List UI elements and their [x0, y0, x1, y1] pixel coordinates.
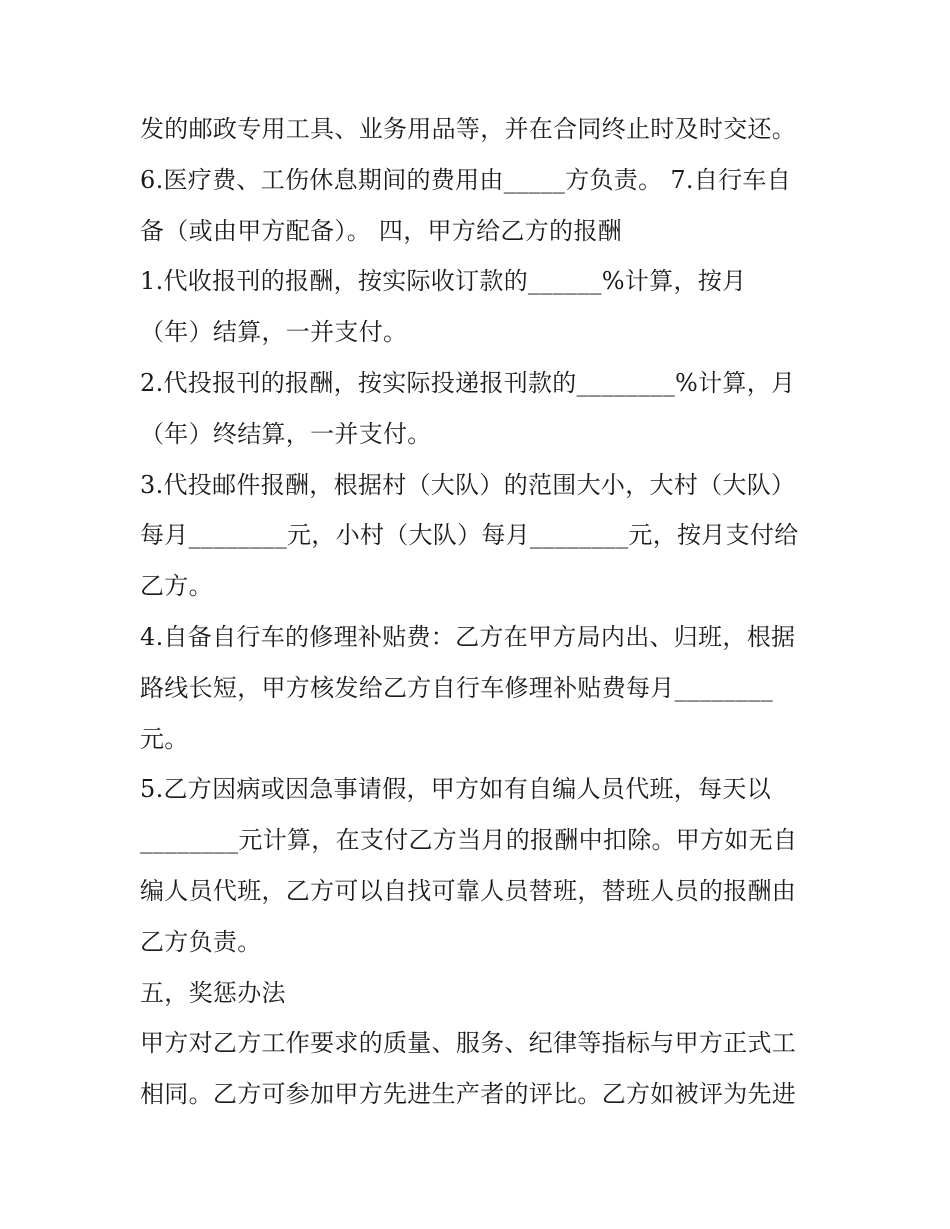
text-line: 6.医疗费、工伤休息期间的费用由_____方负责。 7.自行车自: [140, 165, 792, 194]
text-line: 5.乙方因病或因急事请假，甲方如有自编人员代班，每天以: [140, 775, 771, 804]
text-line: 路线长短，甲方核发给乙方自行车修理补贴费每月________: [140, 673, 773, 702]
text-line: 乙方负责。: [140, 927, 262, 956]
contract-body-text: [140, 104, 820, 1120]
text-line: 编人员代班，乙方可以自找可靠人员替班，替班人员的报酬由: [140, 876, 797, 905]
text-line: 2.代投报刊的报酬，按实际投递报刊款的________%计算，月: [140, 368, 796, 397]
text-line: （年）结算，一并支付。: [140, 318, 408, 347]
text-line: 1.代收报刊的报酬，按实际收订款的______%计算，按月: [140, 267, 747, 296]
text-line: ________元计算，在支付乙方当月的报酬中扣除。甲方如无自: [140, 826, 798, 855]
section-heading: 五，奖惩办法: [140, 978, 286, 1007]
text-line: 4.自备自行车的修理补贴费：乙方在甲方局内出、归班，根据: [140, 622, 796, 651]
text-line: 每月________元，小村（大队）每月________元，按月支付给: [140, 521, 799, 550]
text-line: 3.代投邮件报酬，根据村（大队）的范围大小，大村（大队）: [140, 470, 796, 499]
text-line: 乙方。: [140, 572, 213, 601]
text-line: （年）终结算，一并支付。: [140, 419, 432, 448]
text-line: 元。: [140, 724, 189, 753]
text-line: 相同。乙方可参加甲方先进生产者的评比。乙方如被评为先进: [140, 1080, 797, 1109]
text-line: 甲方对乙方工作要求的质量、服务、纪律等指标与甲方正式工: [140, 1029, 797, 1058]
text-line: 发的邮政专用工具、业务用品等，并在合同终止时及时交还。: [140, 115, 797, 143]
text-line: 备（或由甲方配备）。 四，甲方给乙方的报酬: [140, 216, 622, 245]
